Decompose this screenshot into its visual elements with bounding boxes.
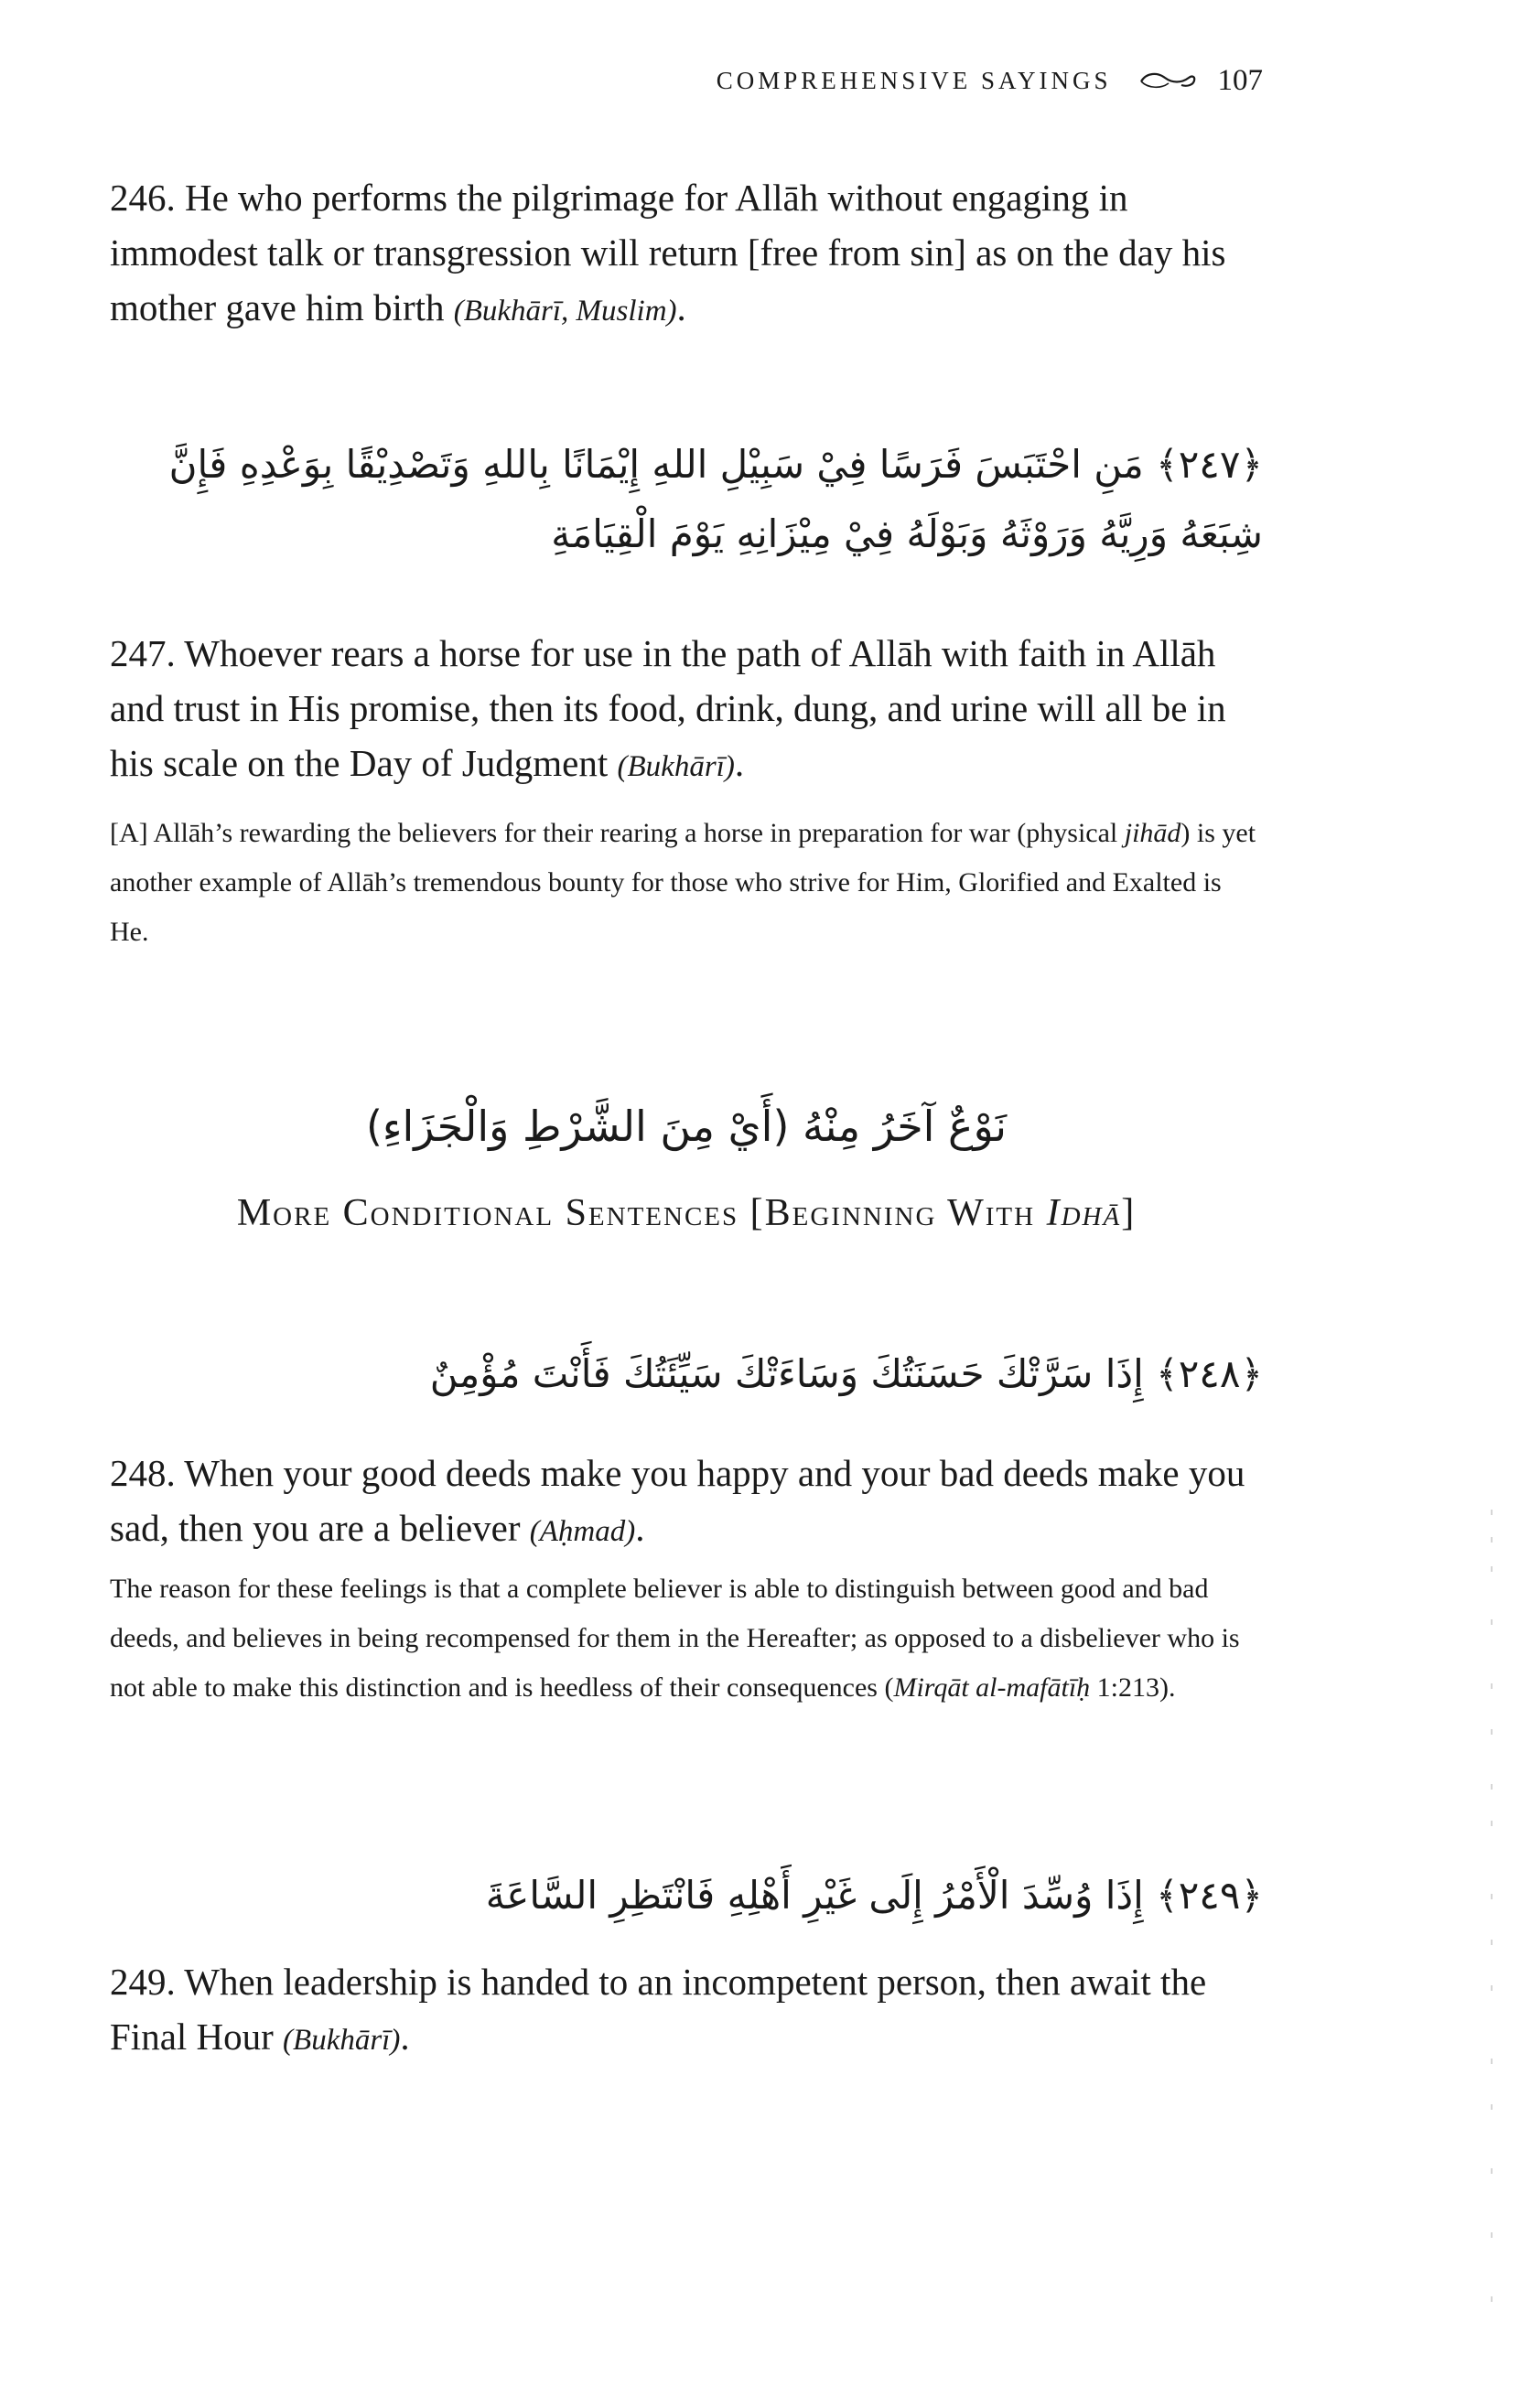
hadith-249-end: . xyxy=(400,2016,410,2058)
note-248-italic: Mirqāt al-mafātīḥ xyxy=(893,1672,1091,1703)
section-arabic-heading: نَوْعٌ آخَرُ مِنْهُ (أَيْ مِنَ الشَّرْطِ وَالْجَزَاءِ) xyxy=(365,1102,1008,1151)
section-heading-italic: Idhā xyxy=(1046,1192,1122,1234)
hadith-246 xyxy=(110,170,1263,339)
note-247-pre: [A] Allāh’s rewarding the believers for their rearing a horse in preparation for war (physical xyxy=(110,818,1125,848)
hadith-247-text: 247. Whoever rears a horse for use in the path of Allāh with faith in Allāh and trust in His promise, then its food, drink, dung, and urine will all be in his scale on the Day of Judgment xyxy=(110,632,1226,784)
hadith-247 xyxy=(110,626,1263,794)
hadith-247-source: (Bukhārī) xyxy=(617,750,735,783)
hadith-246-end: . xyxy=(676,286,686,328)
scan-margin-marks xyxy=(1491,1510,1494,2406)
hadith-247-end: . xyxy=(734,742,745,784)
running-head xyxy=(110,64,1263,98)
note-248-pre: The reason for these feelings is that a complete believer is able to distinguish between good and bad deeds, and believes in being recompensed for them in the Hereafter; as opposed to a disbeliever who is not able to make this distinction and is heedless of their consequences ( xyxy=(110,1574,1240,1703)
note-247-italic: jihād xyxy=(1124,818,1181,848)
note-248-post: 1:213). xyxy=(1090,1672,1176,1703)
section-heading-text: More Conditional Sentences [Beginning With xyxy=(236,1192,1047,1234)
hadith-247-arabic: ﴿٢٤٧﴾ مَنِ احْتَبَسَ فَرَسًا فِيْ سَبِيْلِ اللهِ إِيْمَانًا بِاللهِ وَتَصْدِيْقًا بِوَعْدِهِ فَإِنَّ شِبَعَهُ وَرِيَّهُ وَرَوْثَهُ وَبَوْلَهُ فِيْ مِيْزَانِهِ يَوْمَ الْقِيَامَةِ xyxy=(168,442,1263,556)
hadith-248-end: . xyxy=(635,1507,645,1549)
hadith-249-text: 249. When leadership is handed to an incompetent person, then await the Final Hour xyxy=(110,1961,1207,2058)
curl-ornament-icon xyxy=(1137,69,1198,94)
section-heading-end: ] xyxy=(1121,1192,1137,1234)
page-number: 107 xyxy=(1217,64,1263,97)
hadith-248-arabic: ﴿٢٤٨﴾ إِذَا سَرَّتْكَ حَسَنَتُكَ وَسَاءَتْكَ سَيِّئَتُكَ فَأَنْتَ مُؤْمِنٌ xyxy=(429,1351,1263,1396)
hadith-248-text: 248. When your good deeds make you happy and your bad deeds make you sad, then you are a believer xyxy=(110,1452,1245,1549)
hadith-246-source: (Bukhārī, Muslim) xyxy=(453,295,677,328)
hadith-248 xyxy=(110,1446,1263,1559)
section-heading xyxy=(110,1191,1263,1235)
hadith-249-arabic: ﴿٢٤٩﴾ إِذَا وُسِّدَ الْأَمْرُ إِلَى غَيْرِ أَهْلِهِ فَانْتَظِرِ السَّاعَةَ xyxy=(485,1873,1263,1918)
hadith-246-text: 246. He who performs the pilgrimage for Allāh without engaging in immodest talk or transgression will return [free from sin] as on the day his mother gave him birth xyxy=(110,177,1226,328)
note-247-post: ) is yet another example of Allāh’s tremendous bounty for those who strive for Him, Glorified and Exalted is He. xyxy=(110,818,1256,947)
hadith-247-commentary xyxy=(110,809,1263,957)
hadith-249 xyxy=(110,1954,1263,2068)
hadith-248-commentary xyxy=(110,1564,1263,1713)
running-title: COMPREHENSIVE SAYINGS xyxy=(716,67,1112,94)
hadith-248-source: (Aḥmad) xyxy=(529,1515,636,1548)
hadith-249-source: (Bukhārī) xyxy=(283,2024,401,2057)
